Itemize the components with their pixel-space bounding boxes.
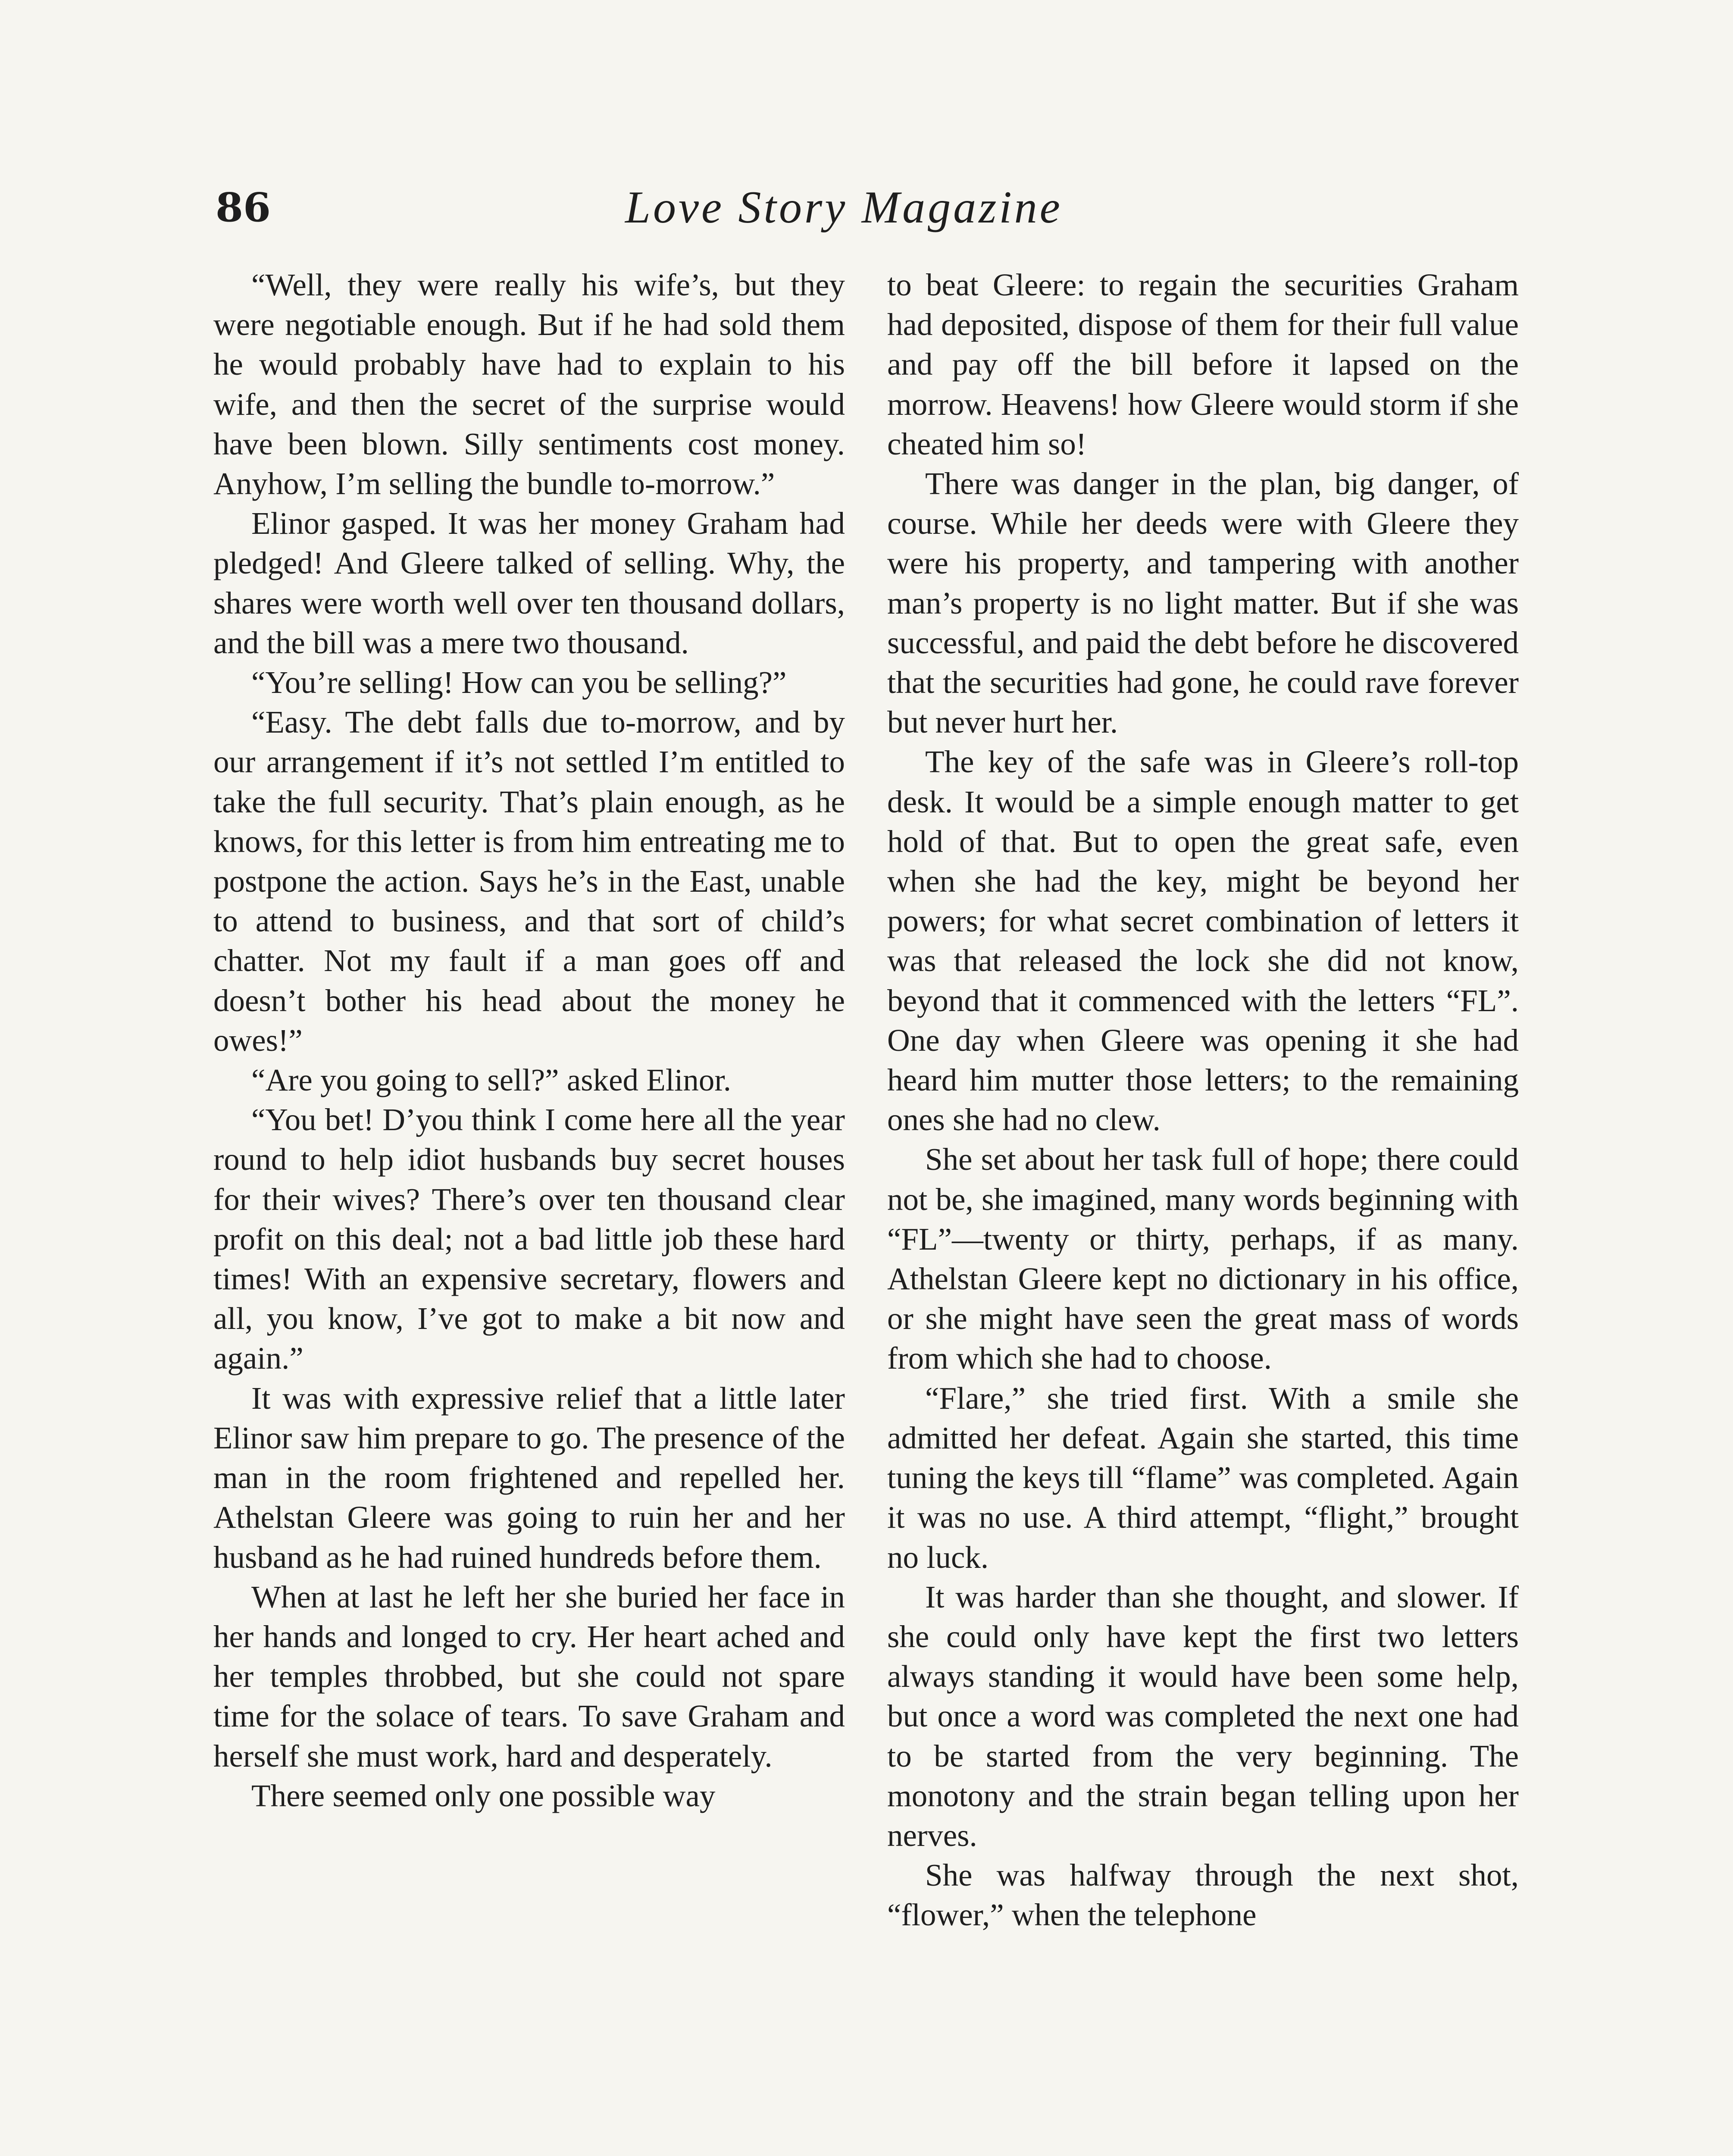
paragraph: She was halfway through the next shot, “flower,” when the telephone — [887, 1858, 1519, 1933]
paragraph: It was with expressive relief that a little later Elinor saw him prepare to go. The presence of the man in the room frightened and repelled her. Athelstan Gleere was going to ruin her and her husband as he had ruined hundreds before them. — [213, 1380, 845, 1575]
running-title: Love Story Magazine — [625, 182, 1063, 232]
paragraph: “You bet! D’you think I come here all the year round to help idiot husbands buy secret houses for their wives? There’s over ten thousand clear profit on this deal; not a bad little job these hard times! With an expensive secretary, flowers and all, you know, I’ve got to make a bit now and again.” — [213, 1102, 845, 1376]
paragraph: “Well, they were really his wife’s, but they were negotiable enough. But if he had sold them he would probably have had to explain to his wife, and then the secret of the surprise would have been blown. Silly sentiments cost money. Anyhow, I’m selling the bundle to-morrow.” — [213, 267, 845, 501]
page-number: 86 — [216, 184, 271, 231]
paragraph: “You’re selling! How can you be selling?” — [251, 665, 787, 700]
paragraph: It was harder than she thought, and slower. If she could only have kept the first two letters always standing it would have been some help, but once a word was completed the next one had to be started from the very beginning. The monotony and the strain began telling upon her nerves. — [887, 1579, 1519, 1853]
paragraph: “Are you going to sell?” asked Elinor. — [251, 1062, 731, 1098]
paragraph: When at last he left her she buried her face in her hands and longed to cry. Her heart ached and her temples throbbed, but she could not spare time for the solace of tears. To save Graham and herself she must work, hard and desperately. — [213, 1579, 845, 1774]
paragraph: “Flare,” she tried first. With a smile she admitted her defeat. Again she started, this time tuning the keys till “flame” was completed. Again it was no use. A third attempt, “flight,” brought no luck. — [887, 1380, 1519, 1575]
paragraph: There was danger in the plan, big danger, of course. While her deeds were with Gleere they were his property, and tampering with another man’s property is no light matter. But if she was successful, and paid the debt before he discovered that the securities had gone, he could rave forever but never hurt her. — [887, 466, 1519, 740]
paragraph: Elinor gasped. It was her money Graham had pledged! And Gleere talked of selling. Why, the shares were worth well over ten thousand dollars, and the bill was a mere two thousand. — [213, 506, 845, 660]
paragraph: She set about her task full of hope; there could not be, she imagined, many words beginning with “FL”—twenty or thirty, perhaps, if as many. Athelstan Gleere kept no dictionary in his office, or she might have seen the great mass of words from which she had to choose. — [887, 1142, 1519, 1376]
left-column — [213, 265, 845, 1816]
paragraph-continuation: to beat Gleere: to regain the securities Graham had deposited, dispose of them for their full value and pay off the bill before it lapsed on the morrow. Heavens! how Gleere would storm if she cheated him so! — [887, 267, 1519, 461]
paragraph: There seemed only one possible way — [251, 1778, 716, 1813]
paragraph: The key of the safe was in Gleere’s roll-top desk. It would be a simple enough matter to get hold of that. But to open the great safe, even when she had the key, might be beyond her powers; for what secret combination of letters it was that released the lock she did not know, beyond that it commenced with the letters “FL”. One day when Gleere was opening it she had heard him mutter those letters; to the remaining ones she had no clew. — [887, 744, 1519, 1138]
right-column — [887, 265, 1519, 1935]
paragraph: “Easy. The debt falls due to-morrow, and by our arrangement if it’s not settled I’m entitled to take the full security. That’s plain enough, as he knows, for this letter is from him entreating me to postpone the action. Says he’s in the East, unable to attend to business, and that sort of child’s chatter. Not my fault if a man goes off and doesn’t bother his head about the money he owes!” — [213, 705, 845, 1058]
